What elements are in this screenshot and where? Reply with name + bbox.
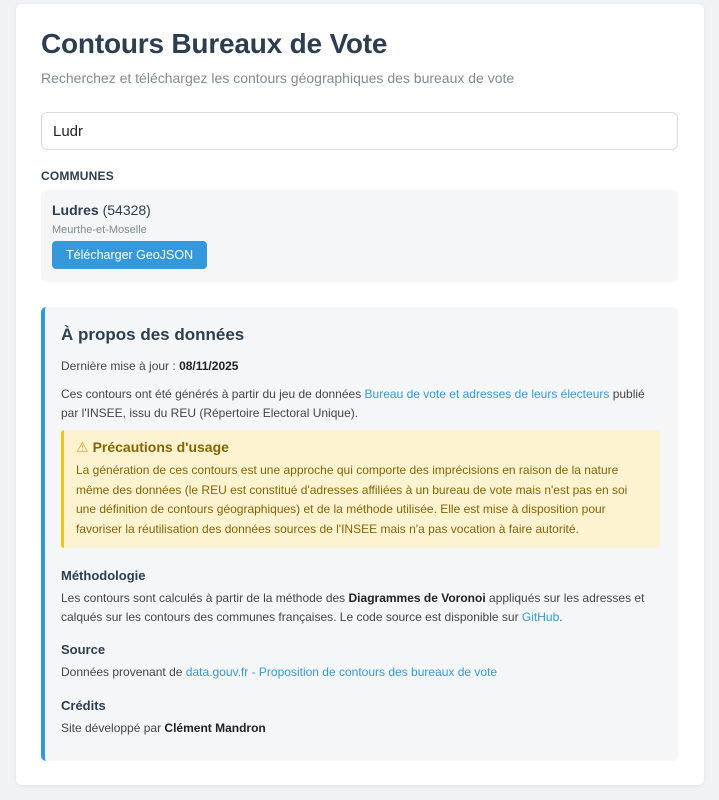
period: . <box>559 610 563 624</box>
methodology-text-2: calqués sur les contours des communes françaises. Le code source est disponible sur <box>61 610 519 624</box>
methodology-heading: Méthodologie <box>61 568 146 583</box>
last-update-date: 08/11/2025 <box>179 359 239 373</box>
commune-result <box>41 190 678 282</box>
search-input[interactable] <box>41 112 678 150</box>
commune-name: Ludres <box>52 202 99 218</box>
warning-line: même des données (le REU est constitué d'adresses affiliées à un bureau de vote mais n'est pas en soi <box>76 482 628 497</box>
author-name: Clément Mandron <box>164 721 266 735</box>
dataset-link[interactable]: Bureau de vote et adresses de leurs électeurs <box>364 387 610 401</box>
intro-line-2: par l'INSEE, issu du REU (Répertoire Electoral Unique). <box>61 406 359 420</box>
about-title: À propos des données <box>61 325 245 344</box>
warning-line: favoriser la réutilisation des données sources de l'INSEE mais n'a pas vocation à faire autorité. <box>76 521 579 536</box>
methodology-line-1 <box>61 589 644 608</box>
source-text: Données provenant de <box>61 665 183 679</box>
warning-line: une définition de contours géographiques) et de la méthode utilisée. Elle est mise à disposition pour <box>76 502 606 516</box>
main-card <box>16 4 704 785</box>
communes-heading: COMMUNES <box>41 169 114 183</box>
credits-text: Site développé par <box>61 721 162 735</box>
intro-line-1 <box>61 385 645 404</box>
warning-icon: ⚠ <box>76 439 89 455</box>
page-title: Contours Bureaux de Vote <box>41 28 388 59</box>
last-update <box>61 357 238 376</box>
warning-text <box>76 461 656 539</box>
methodology-text-after: appliqués sur les adresses et <box>489 591 645 605</box>
data-gouv-link[interactable]: data.gouv.fr - Proposition de contours des bureaux de vote <box>185 665 498 679</box>
voronoi-term: Diagrammes de Voronoi <box>348 591 486 605</box>
warning-title-line <box>76 439 229 456</box>
about-section <box>41 307 678 761</box>
methodology-text: Les contours sont calculés à partir de la méthode des <box>61 591 346 605</box>
source-line <box>61 663 497 682</box>
download-geojson-button[interactable]: Télécharger GeoJSON <box>52 241 207 269</box>
page-subtitle: Recherchez et téléchargez les contours géographiques des bureaux de vote <box>41 70 515 86</box>
last-update-label: Dernière mise à jour : <box>61 359 176 373</box>
intro-text-after: publié <box>612 387 645 401</box>
commune-name-line <box>52 202 151 218</box>
source-heading: Source <box>61 642 106 657</box>
warning-box <box>61 430 660 548</box>
methodology-line-2 <box>61 608 563 627</box>
credits-heading: Crédits <box>61 698 106 713</box>
warning-title: Précautions d'usage <box>92 439 229 455</box>
commune-code: (54328) <box>102 202 151 218</box>
credits-line <box>61 719 266 738</box>
intro-text: Ces contours ont été générés à partir du jeu de données <box>61 387 362 401</box>
commune-department: Meurthe-et-Moselle <box>52 224 147 236</box>
warning-line: La génération de ces contours est une approche qui comporte des imprécisions en raison de la nature <box>76 463 619 477</box>
github-link[interactable]: GitHub <box>521 610 560 624</box>
